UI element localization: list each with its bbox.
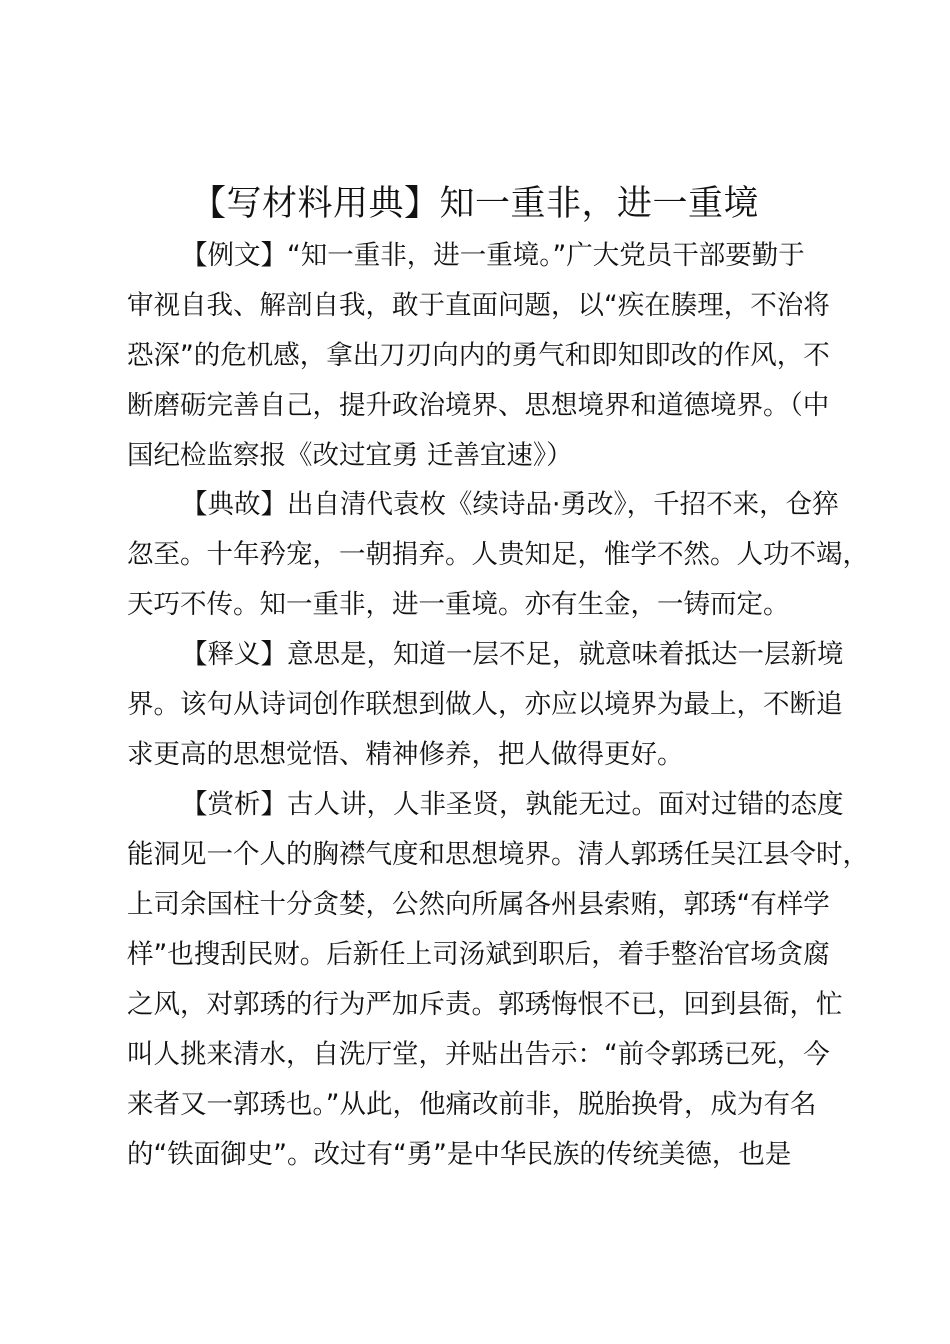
paragraph-line: 天巧不传。知一重非，进一重境。亦有生金，一铸而定。 (127, 589, 790, 620)
paragraph-line: 叫人挑来清水，自洗厅堂，并贴出告示：“前令郭琇已死，今 (127, 1039, 830, 1070)
paragraph-line: 恐深”的危机感，拿出刀刃向内的勇气和即知即改的作风，不 (127, 340, 830, 371)
paragraph-line: 忽至。十年矜宠，一朝捐弃。人贵知足，惟学不然。人功不竭， (127, 539, 869, 570)
paragraph-example (127, 231, 842, 481)
paragraph-line: 断磨砺完善自己，提升政治境界、思想境界和道德境界。（中 (127, 390, 830, 421)
paragraph-line: 上司余国柱十分贪婪，公然向所属各州县索贿，郭琇“有样学 (127, 889, 830, 920)
paragraph-line: 之风，对郭琇的行为严加斥责。郭琇悔恨不已，回到县衙，忙 (127, 989, 843, 1020)
paragraph-line: 样”也搜刮民财。后新任上司汤斌到职后，着手整治官场贪腐 (127, 939, 830, 970)
paragraph-line: 的“铁面御史”。改过有“勇”是中华民族的传统美德，也是 (127, 1139, 792, 1170)
paragraph-line: 【赏析】古人讲，人非圣贤，孰能无过。面对过错的态度 (181, 789, 844, 820)
paragraph-line: 来者又一郭琇也。”从此，他痛改前非，脱胎换骨，成为有名 (127, 1089, 817, 1120)
paragraph-line: 能洞见一个人的胸襟气度和思想境界。清人郭琇任吴江县令时， (127, 839, 869, 870)
paragraph-line: 国纪检监察报《改过宜勇 迁善宜速》） (127, 440, 573, 471)
document-title: 【写材料用典】知一重非，进一重境 (190, 184, 759, 224)
paragraph-allusion (127, 480, 869, 630)
paragraph-analysis (127, 780, 869, 1180)
paragraph-line: 界。该句从诗词创作联想到做人，亦应以境界为最上，不断追 (127, 689, 843, 720)
paragraph-line: 【例文】“知一重非，进一重境。”广大党员干部要勤于 (181, 240, 805, 271)
paragraph-line: 审视自我、解剖自我，敢于直面问题，以“疾在腠理，不治将 (127, 290, 830, 321)
paragraph-line: 【典故】出自清代袁枚《续诗品·勇改》，千招不来，仓猝 (181, 489, 839, 520)
paragraph-line: 求更高的思想觉悟、精神修养，把人做得更好。 (127, 739, 684, 770)
paragraph-line: 【释义】意思是，知道一层不足，就意味着抵达一层新境 (181, 639, 844, 670)
paragraph-meaning (127, 630, 842, 780)
